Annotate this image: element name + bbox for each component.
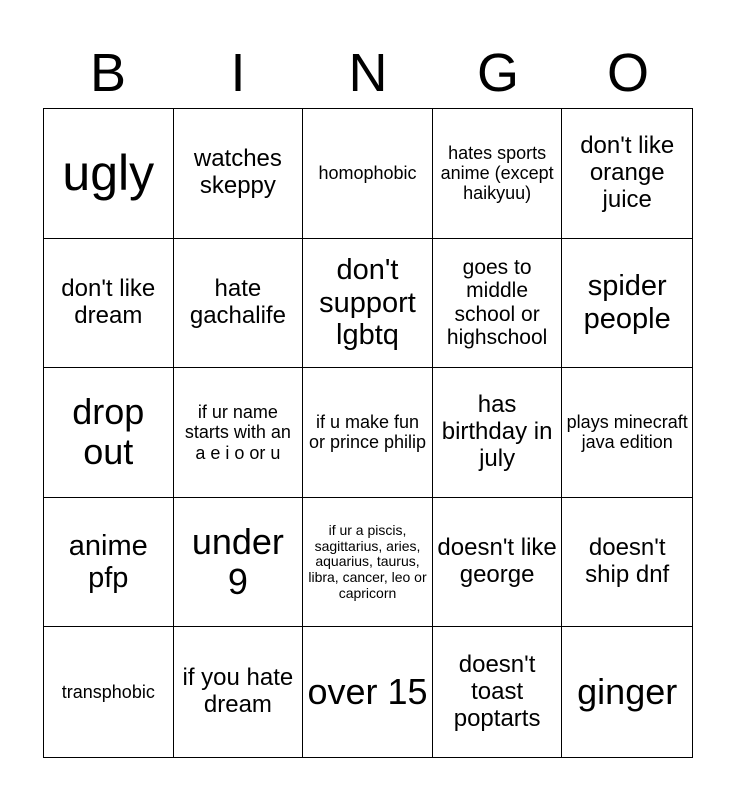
bingo-cell[interactable] (44, 239, 174, 369)
bingo-cell[interactable] (562, 109, 692, 239)
bingo-cell[interactable] (433, 368, 563, 498)
bingo-board (43, 108, 693, 758)
bingo-cell[interactable] (303, 239, 433, 369)
cell-text: hates sports anime (except haikyuu) (440, 143, 554, 204)
bingo-cell[interactable] (303, 368, 433, 498)
bingo-cell[interactable] (562, 498, 692, 628)
cell-text: under 9 (191, 520, 284, 603)
bingo-header (43, 38, 693, 108)
bingo-cell[interactable] (303, 627, 433, 757)
cell-text: don't support lgbtq (319, 254, 416, 352)
cell-text: don't like dream (61, 275, 156, 329)
cell-text: anime pfp (68, 529, 148, 595)
cell-text: if ur name starts with an a e i o or u (184, 402, 291, 463)
bingo-cell[interactable] (44, 109, 174, 239)
bingo-cell[interactable] (562, 627, 692, 757)
cell-text: don't like orange juice (580, 131, 675, 213)
bingo-cell[interactable] (433, 627, 563, 757)
cell-text: homophobic (318, 163, 417, 184)
cell-text: over 15 (307, 671, 428, 713)
cell-text: hate gachalife (189, 275, 286, 329)
header-letter-o: O (606, 43, 649, 103)
bingo-cell[interactable] (303, 498, 433, 628)
cell-text: transphobic (61, 682, 155, 703)
bingo-cell[interactable] (44, 368, 174, 498)
cell-text: doesn't ship dnf (585, 534, 670, 589)
bingo-cell[interactable] (44, 498, 174, 628)
bingo-cell[interactable] (174, 498, 304, 628)
cell-text: watches skeppy (193, 145, 282, 200)
cell-text: if ur a piscis, sagittarius, aries, aquarius, taurus, libra, cancer, leo or capricorn (308, 521, 427, 601)
cell-text: spider people (583, 270, 671, 335)
cell-text: if u make fun or prince philip (308, 412, 427, 453)
cell-text: doesn't like george (437, 534, 557, 589)
header-letter-g: G (476, 43, 519, 103)
bingo-cell[interactable] (433, 239, 563, 369)
cell-text: goes to middle school or highschool (446, 255, 548, 350)
cell-text: ginger (577, 671, 678, 713)
bingo-cell[interactable] (44, 627, 174, 757)
cell-text: drop out (72, 391, 145, 473)
cell-text: ugly (62, 145, 155, 202)
header-letter-i: I (230, 43, 246, 103)
bingo-cell[interactable] (303, 109, 433, 239)
cell-text: has birthday in july (441, 391, 553, 472)
cell-text: doesn't toast poptarts (453, 650, 541, 732)
bingo-cell[interactable] (174, 368, 304, 498)
bingo-cell[interactable] (562, 239, 692, 369)
cell-text: if you hate dream (182, 664, 294, 719)
bingo-cell[interactable] (174, 239, 304, 369)
cell-text: plays minecraft java edition (566, 412, 688, 453)
bingo-cell[interactable] (174, 627, 304, 757)
header-letter-b: B (89, 43, 127, 103)
bingo-cell[interactable] (562, 368, 692, 498)
bingo-cell[interactable] (433, 498, 563, 628)
header-letter-n: N (348, 43, 388, 103)
bingo-cell[interactable] (433, 109, 563, 239)
bingo-cell[interactable] (174, 109, 304, 239)
